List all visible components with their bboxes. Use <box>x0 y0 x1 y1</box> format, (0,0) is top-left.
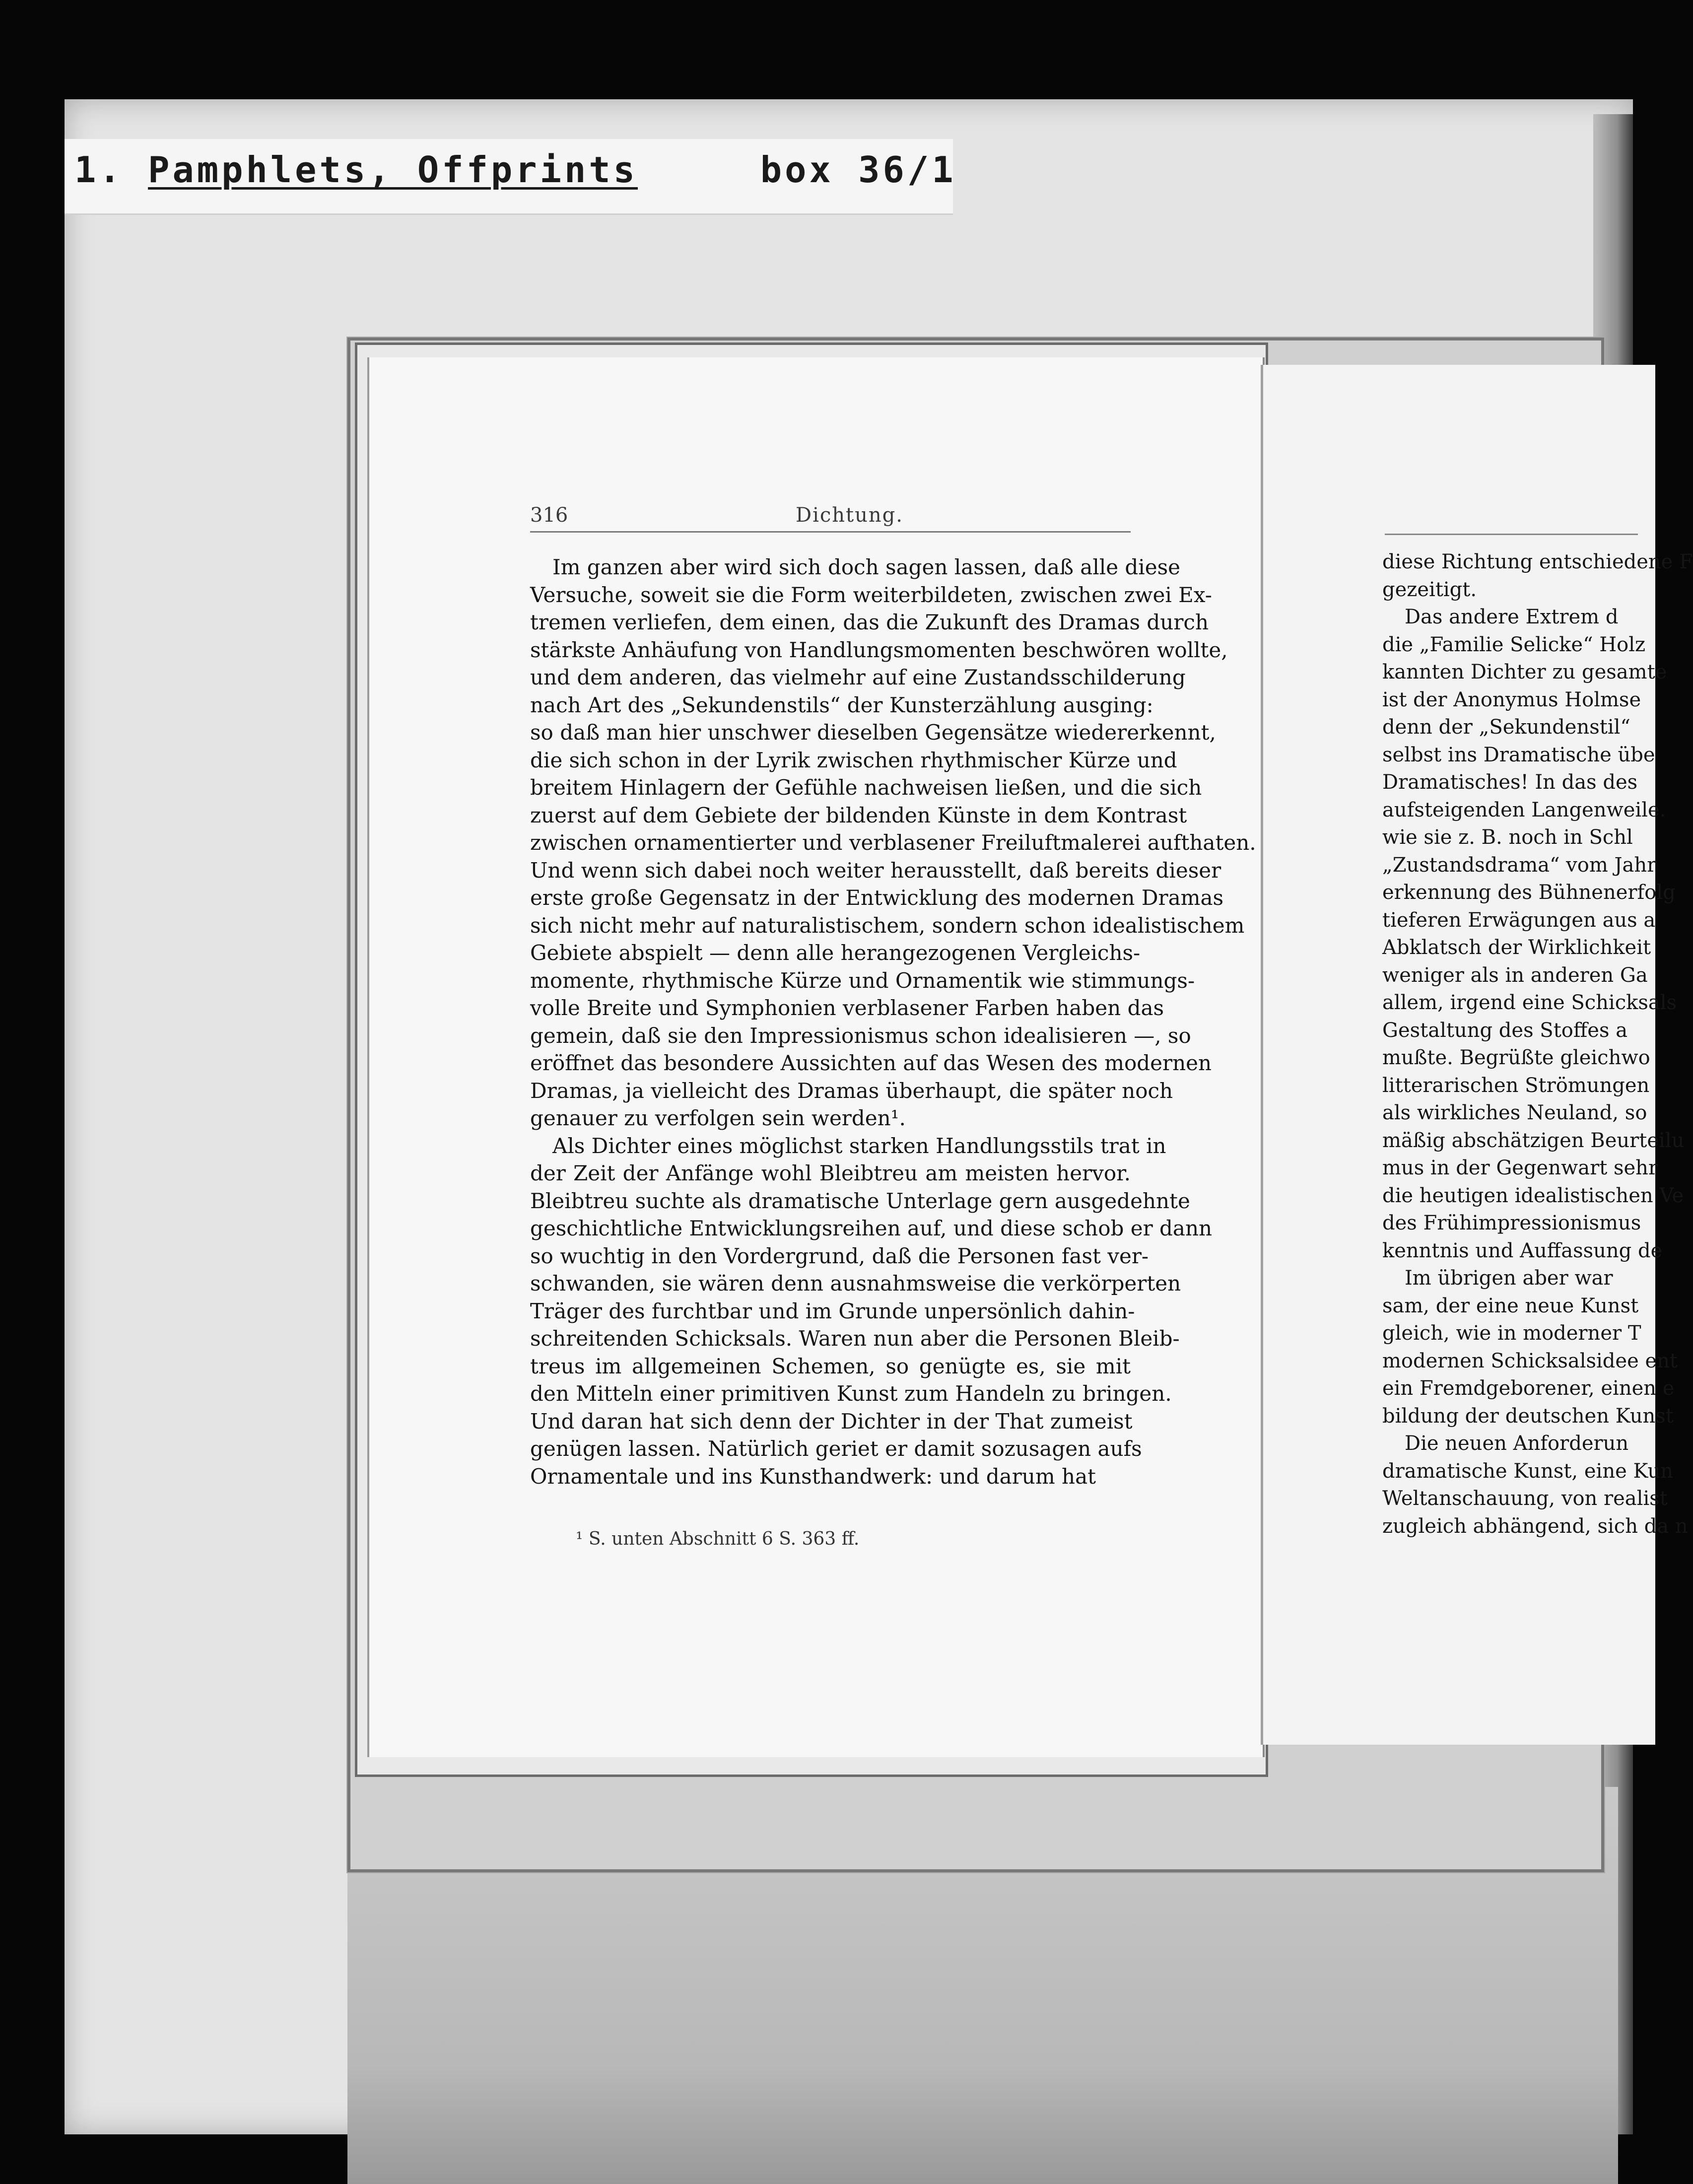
text-line: Dramas, ja vielleicht des Dramas überhaupt, die später noch <box>530 1078 1173 1103</box>
text-line: treus im allgemeinen Schemen, so genügte es, sie mit <box>530 1354 1131 1378</box>
text-line: Im ganzen aber wird sich doch sagen lassen, daß alle diese <box>552 555 1180 579</box>
archive-label <box>74 149 956 191</box>
text-line: Die neuen Anforderun <box>1405 1432 1629 1455</box>
text-line: gezeitigt. <box>1382 578 1477 601</box>
text-line: tremen verliefen, dem einen, das die Zukunft des Dramas durch <box>530 610 1209 634</box>
text-line: genauer zu verfolgen sein werden¹. <box>530 1106 906 1130</box>
text-line: sam, der eine neue Kunst <box>1382 1294 1639 1317</box>
text-line: Und wenn sich dabei noch weiter herausstellt, daß bereits dieser <box>530 858 1221 883</box>
text-line: denn der „Sekundenstil“ <box>1382 716 1630 739</box>
text-line: bildung der deutschen Kunst <box>1382 1404 1674 1428</box>
text-line: eröffnet das besondere Aussichten auf das Wesen des modernen <box>530 1051 1212 1075</box>
text-line: Dramatisches! In das des <box>1382 771 1638 794</box>
text-line: erkennung des Bühnenerfolg <box>1382 881 1676 904</box>
text-line: Träger des furchtbar und im Grunde unpersönlich dahin- <box>530 1298 1135 1323</box>
page-number: 316 <box>530 504 568 527</box>
footnote: ¹ S. unten Abschnitt 6 S. 363 ff. <box>576 1529 860 1549</box>
text-line: „Zustandsdrama“ vom Jahr <box>1382 853 1657 877</box>
text-line: des Frühimpressionismus <box>1382 1212 1641 1234</box>
text-line: mäßig abschätzigen Beurteilu <box>1382 1129 1685 1152</box>
text-line: und dem anderen, das vielmehr auf eine Zustandsschilderung <box>530 665 1186 689</box>
text-line: tieferen Erwägungen aus a <box>1382 908 1656 932</box>
text-line: ein Fremdgeborener, einen e <box>1382 1377 1675 1400</box>
text-line: zwischen ornamentierter und verblasener Freiluftmalerei aufthaten. <box>530 830 1256 855</box>
text-line: stärkste Anhäufung von Handlungsmomenten beschwören wollte, <box>530 637 1228 662</box>
text-line: gleich, wie in moderner T <box>1382 1322 1641 1345</box>
text-line: zugleich abhängend, sich da n <box>1382 1514 1688 1538</box>
text-line: breitem Hinlagern der Gefühle nachweisen ließen, und die sich <box>530 775 1202 800</box>
text-line: momente, rhythmische Kürze und Ornamentik wie stimmungs- <box>530 968 1195 993</box>
text-line: Im übrigen aber war <box>1405 1267 1613 1290</box>
text-line: aufsteigenden Langenweile. <box>1382 798 1666 821</box>
label-number: 1. <box>74 149 124 191</box>
text-line: kannten Dichter zu gesamte <box>1382 661 1667 683</box>
facing-page-body <box>1382 548 1693 1540</box>
facing-page-rule <box>1385 534 1638 535</box>
text-line: Als Dichter eines möglichst starken Handlungsstils trat in <box>552 1133 1166 1158</box>
text-line: weniger als in anderen Ga <box>1382 963 1648 987</box>
text-line: genügen lassen. Natürlich geriet er damit sozusagen aufs <box>530 1436 1142 1461</box>
text-line: die „Familie Selicke“ Holz <box>1382 633 1646 656</box>
text-line: mus in der Gegenwart sehr <box>1382 1157 1658 1179</box>
text-line: Abklatsch der Wirklichkeit <box>1382 936 1651 959</box>
text-line: wie sie z. B. noch in Schl <box>1382 826 1633 849</box>
text-line: sich nicht mehr auf naturalistischem, sondern schon idealistischem <box>530 913 1245 938</box>
text-line: erste große Gegensatz in der Entwicklung des modernen Dramas <box>530 886 1224 910</box>
text-line: allem, irgend eine Schicksals <box>1382 991 1677 1014</box>
text-line: kenntnis und Auffassung de <box>1382 1239 1663 1262</box>
text-line: litterarischen Strömungen <box>1382 1074 1650 1097</box>
text-line: als wirkliches Neuland, so <box>1382 1101 1647 1124</box>
text-line: so wuchtig in den Vordergrund, daß die Personen fast ver- <box>530 1243 1149 1268</box>
text-line: modernen Schicksalsidee ent <box>1382 1349 1678 1372</box>
text-line: gemein, daß sie den Impressionismus schon idealisieren —, so <box>530 1023 1191 1048</box>
text-line: mußte. Begrüßte gleichwo <box>1382 1046 1650 1069</box>
text-line: nach Art des „Sekundenstils“ der Kunsterzählung ausging: <box>530 692 1153 717</box>
text-line: Versuche, soweit sie die Form weiterbildeten, zwischen zwei Ex- <box>530 582 1212 607</box>
text-line: die sich schon in der Lyrik zwischen rhythmischer Kürze und <box>530 748 1177 772</box>
label-title: Pamphlets, Offprints <box>148 149 638 191</box>
text-line: Weltanschauung, von realist <box>1382 1487 1668 1510</box>
text-line: den Mitteln einer primitiven Kunst zum Handeln zu bringen. <box>530 1381 1172 1406</box>
text-line: schwanden, sie wären denn ausnahmsweise die verkörperten <box>530 1271 1181 1296</box>
text-line: Ornamentale und ins Kunsthandwerk: und darum hat <box>530 1464 1096 1489</box>
text-line: Gestaltung des Stoffes a <box>1382 1019 1628 1042</box>
text-line: die heutigen idealistischen Ve <box>1382 1184 1684 1207</box>
text-line: zuerst auf dem Gebiete der bildenden Künste in dem Kontrast <box>530 803 1187 827</box>
label-box: box 36/1 <box>760 149 956 191</box>
running-head <box>530 501 1131 533</box>
text-line: Bleibtreu suchte als dramatische Unterlage gern ausgedehnte <box>530 1188 1190 1213</box>
text-line: schreitenden Schicksals. Waren nun aber die Personen Bleib- <box>530 1326 1180 1351</box>
text-line: geschichtliche Entwicklungsreihen auf, und diese schob er dann <box>530 1216 1213 1240</box>
text-line: Das andere Extrem d <box>1405 606 1619 628</box>
text-line: so daß man hier unschwer dieselben Gegensätze wiedererkennt, <box>530 720 1216 745</box>
text-line: der Zeit der Anfänge wohl Bleibtreu am meisten hervor. <box>530 1161 1131 1185</box>
text-line: ist der Anonymus Holmse <box>1382 688 1641 711</box>
text-line: Gebiete abspielt — denn alle herangezogenen Vergleichs- <box>530 941 1141 965</box>
text-line: volle Breite und Symphonien verblasener Farben haben das <box>530 996 1164 1020</box>
text-line: dramatische Kunst, eine Kun <box>1382 1459 1673 1483</box>
text-line: Und daran hat sich denn der Dichter in der That zumeist <box>530 1409 1133 1433</box>
running-title: Dichtung. <box>796 504 903 527</box>
text-line: selbst ins Dramatische übe <box>1382 743 1655 766</box>
text-line: diese Richtung entschiedene F <box>1382 550 1693 573</box>
page-body <box>530 553 1256 1490</box>
